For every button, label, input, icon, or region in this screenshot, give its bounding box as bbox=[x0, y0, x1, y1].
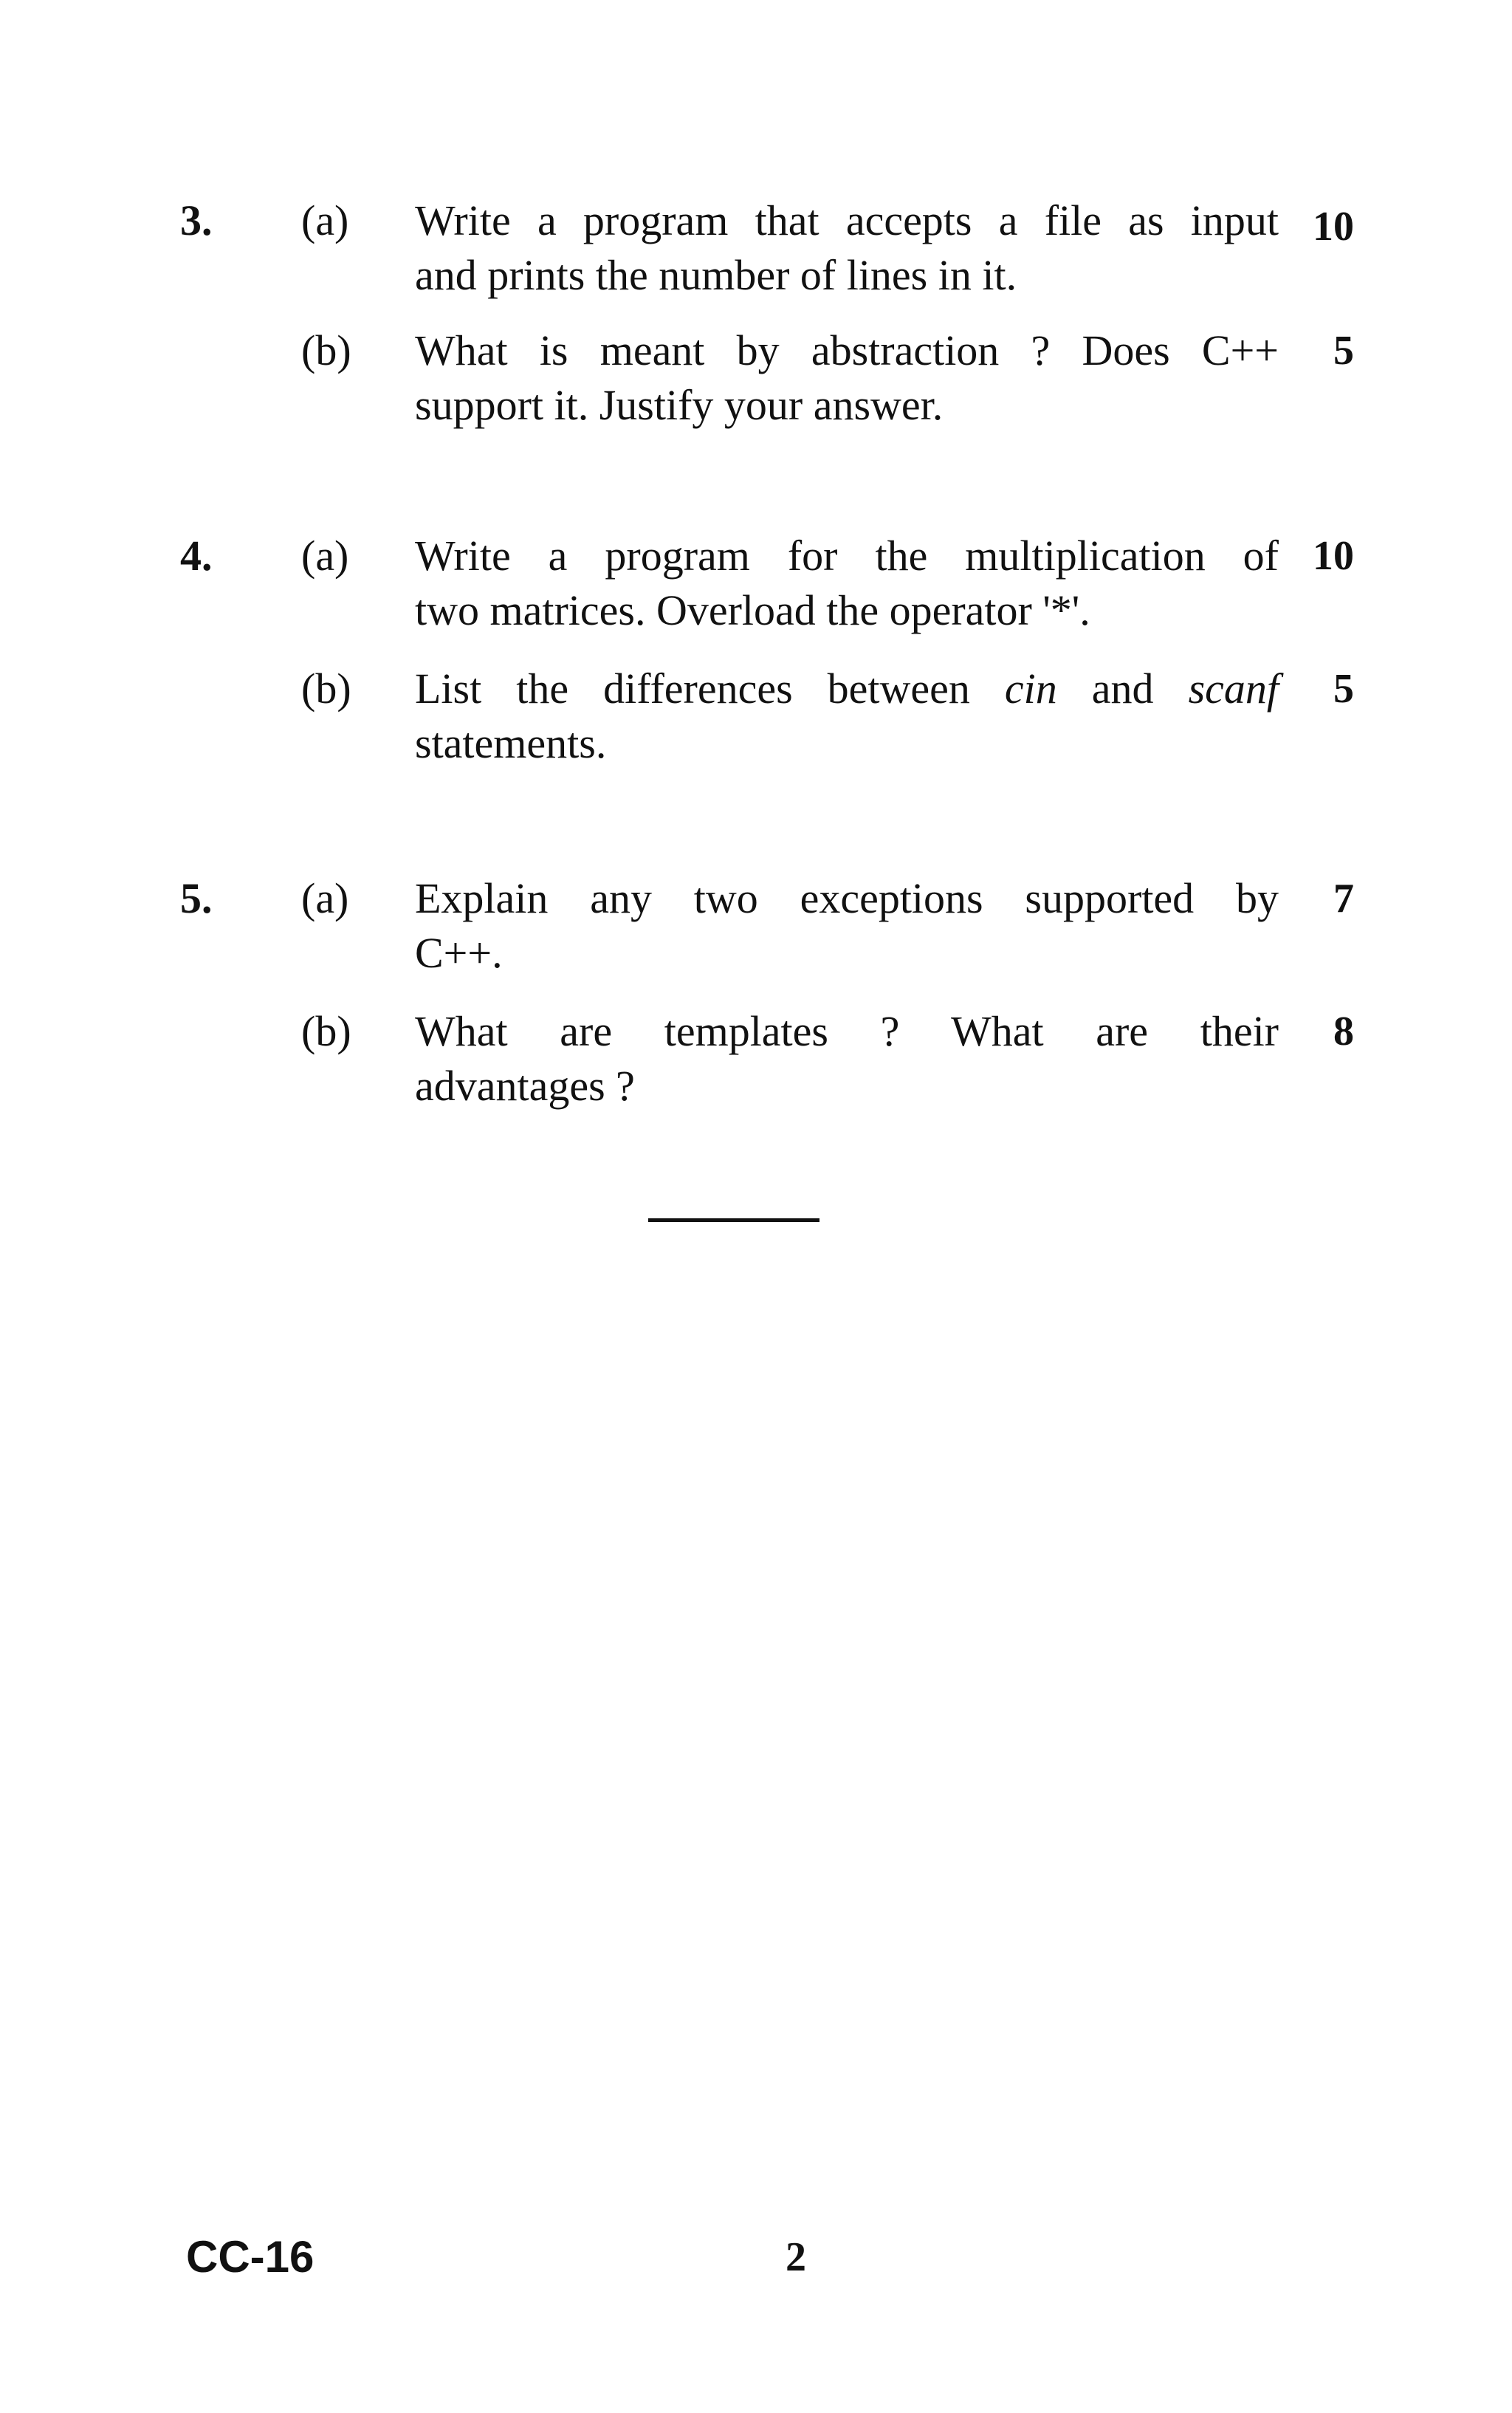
part-label: (b) bbox=[301, 326, 351, 374]
part-text bbox=[415, 529, 1279, 638]
question-number: 4. bbox=[180, 532, 213, 580]
part-text bbox=[415, 193, 1279, 303]
part-label: (a) bbox=[301, 532, 349, 580]
part-label: (b) bbox=[301, 665, 351, 713]
part-text-line: and prints the number of lines in it. bbox=[415, 251, 1017, 299]
keyword-cin: cin bbox=[1004, 665, 1057, 713]
question-number: 3. bbox=[180, 196, 213, 244]
part-text-line: Explain any two exceptions supported by bbox=[415, 874, 1279, 922]
part-text bbox=[415, 662, 1279, 771]
text-fragment: and bbox=[1056, 665, 1189, 713]
marks: 5 bbox=[1333, 328, 1354, 374]
paper-code: CC-16 bbox=[186, 2232, 315, 2282]
part-label: (a) bbox=[301, 874, 349, 922]
part-text-line: two matrices. Overload the operator '*'. bbox=[415, 586, 1090, 634]
page-number: 2 bbox=[786, 2234, 806, 2280]
text-fragment: List the differences between bbox=[415, 665, 1005, 713]
question-number: 5. bbox=[180, 874, 213, 922]
part-text bbox=[415, 323, 1279, 433]
part-text-line bbox=[415, 662, 1279, 716]
keyword-scanf: scanf bbox=[1188, 665, 1279, 713]
part-text-line: What is meant by abstraction ? Does C++ bbox=[415, 326, 1279, 374]
marks: 10 bbox=[1313, 204, 1354, 250]
part-text bbox=[415, 871, 1279, 981]
part-text bbox=[415, 1004, 1279, 1113]
part-text-line: What are templates ? What are their bbox=[415, 1007, 1279, 1055]
marks: 7 bbox=[1333, 876, 1354, 921]
end-rule bbox=[648, 1218, 819, 1222]
part-text-line: support it. Justify your answer. bbox=[415, 381, 944, 429]
part-text-line: advantages ? bbox=[415, 1062, 635, 1110]
part-label: (b) bbox=[301, 1007, 351, 1055]
marks: 5 bbox=[1333, 666, 1354, 712]
marks: 8 bbox=[1333, 1009, 1354, 1054]
part-text-line: statements. bbox=[415, 719, 607, 767]
part-label: (a) bbox=[301, 196, 349, 244]
part-text-line: Write a program for the multiplication of bbox=[415, 532, 1279, 580]
part-text-line: C++. bbox=[415, 929, 503, 977]
marks: 10 bbox=[1313, 533, 1354, 579]
part-text-line: Write a program that accepts a file as input bbox=[415, 196, 1279, 244]
